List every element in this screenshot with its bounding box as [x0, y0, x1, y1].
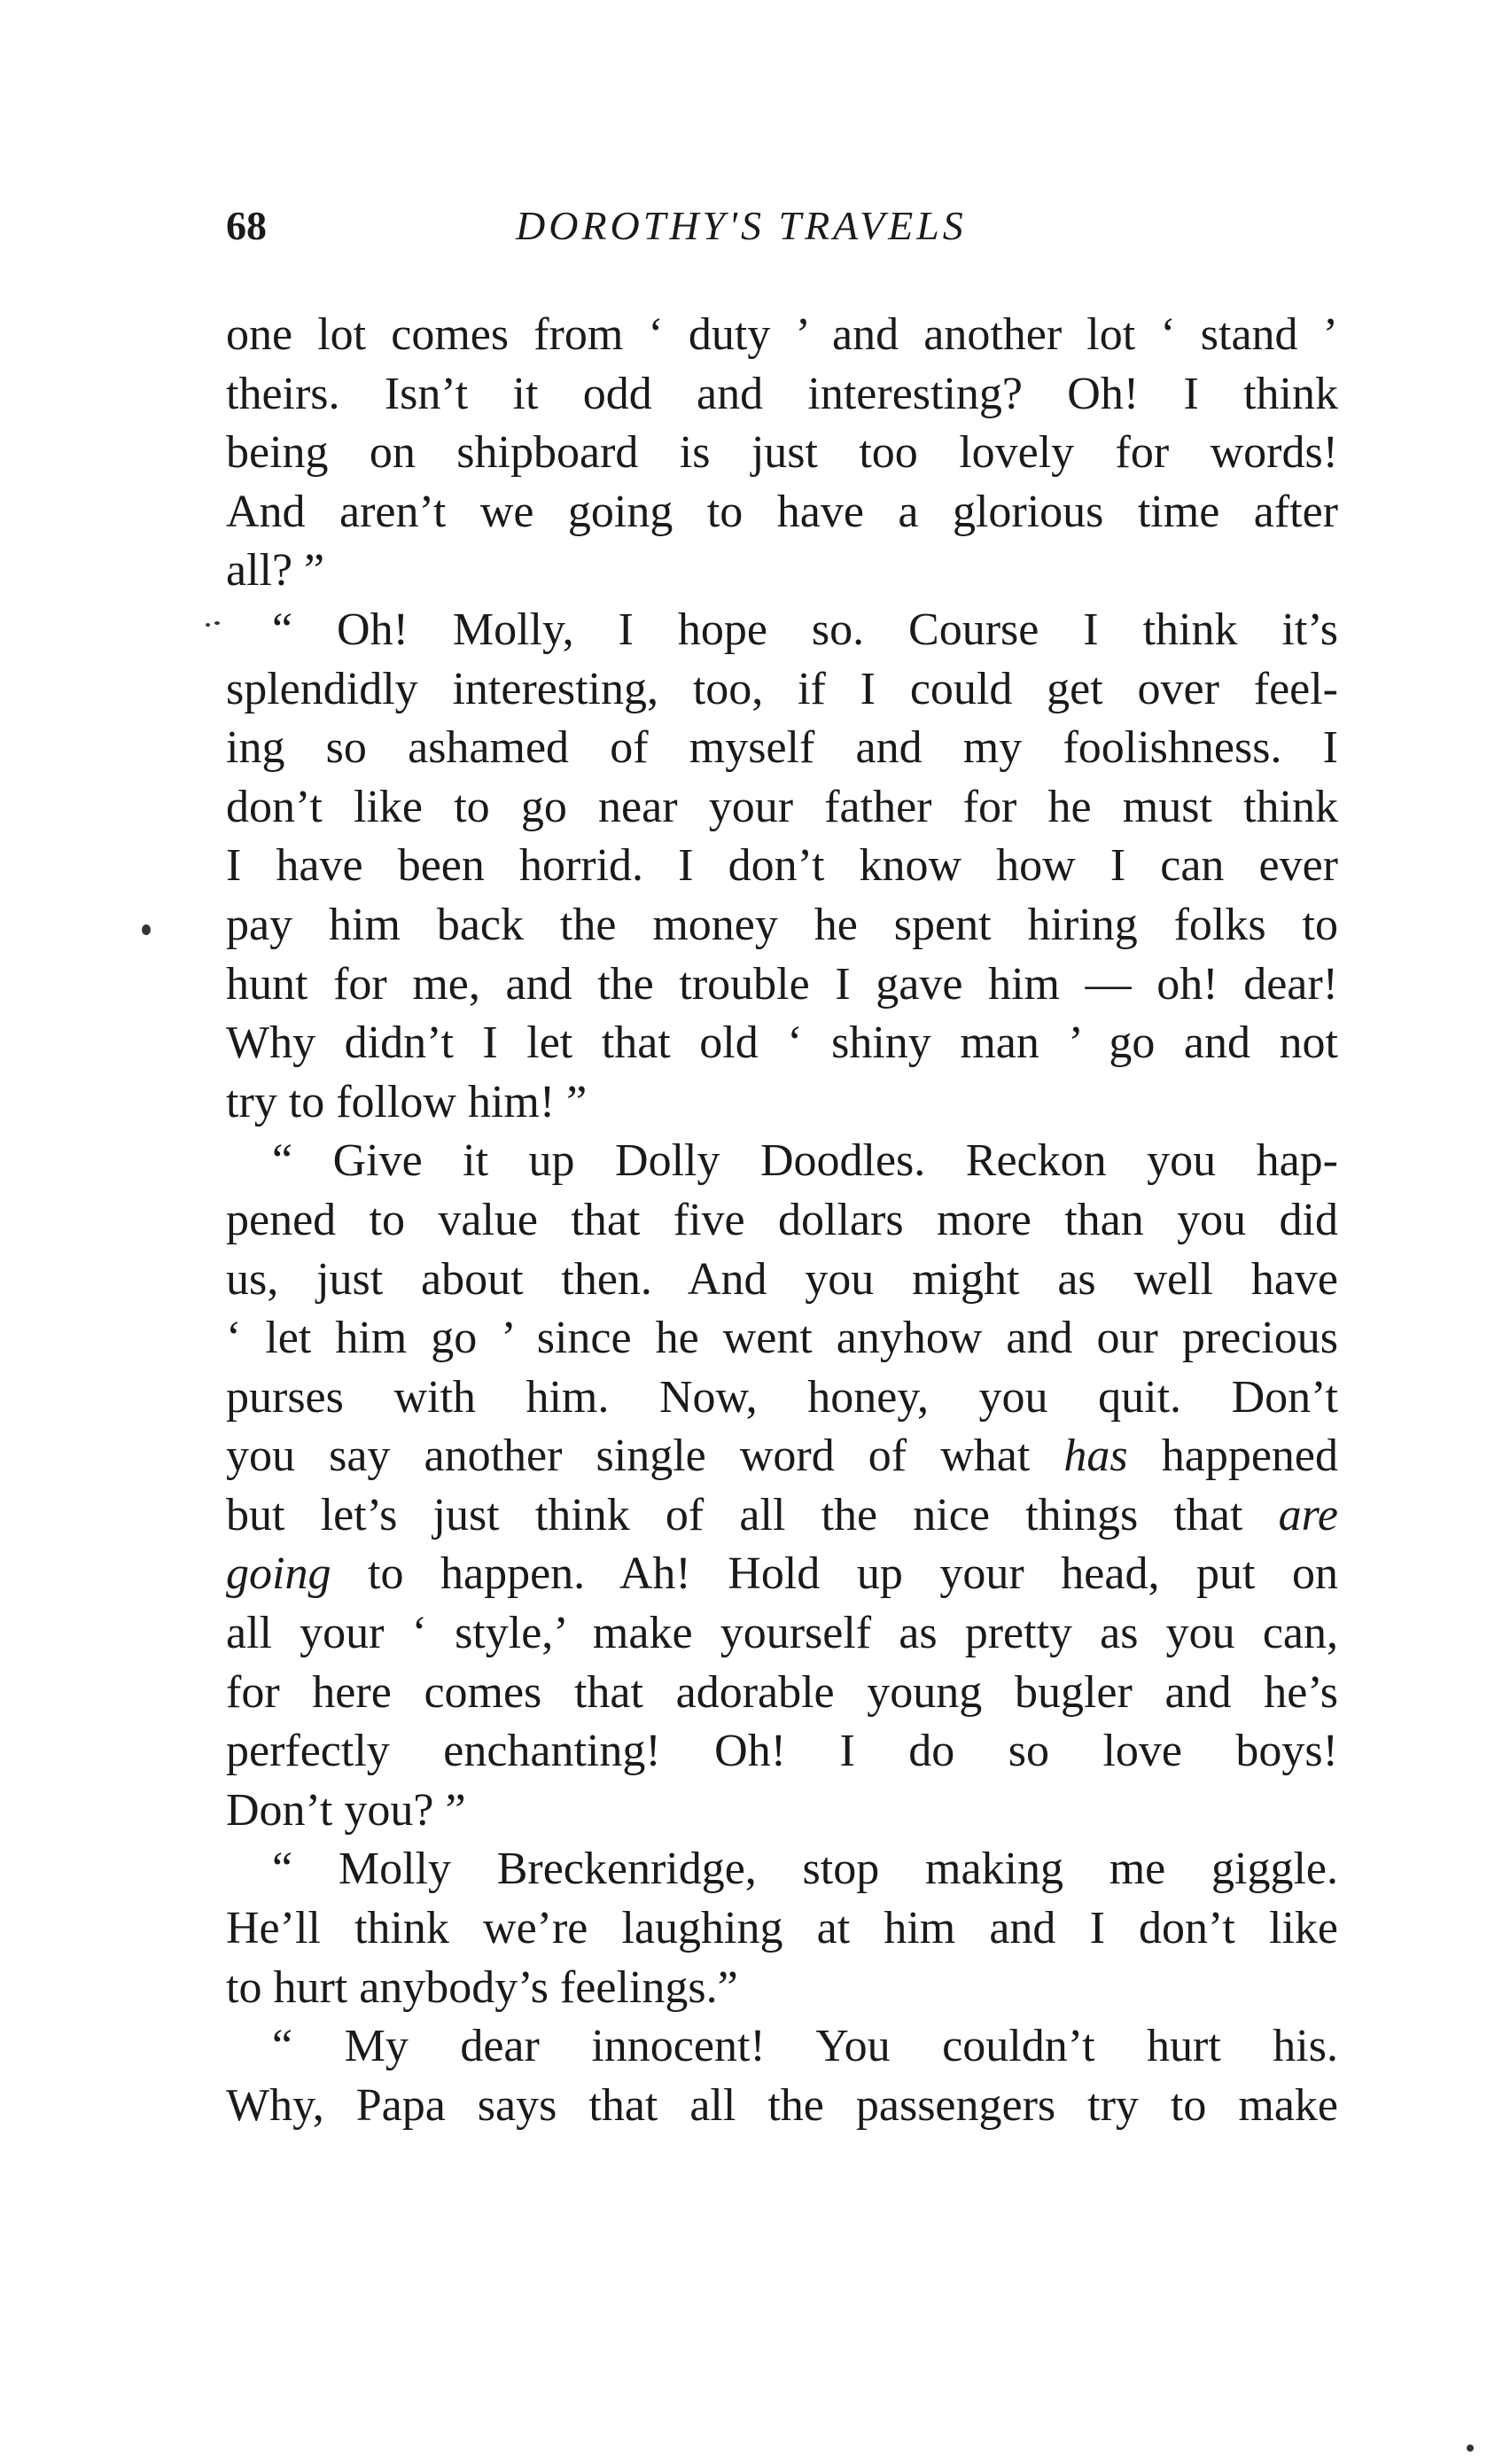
text-line: going to happen. Ah! Hold up your head, put on	[226, 1548, 1338, 1600]
text-line: Don’t you? ”	[226, 1784, 466, 1836]
text-line: I have been horrid. I don’t know how I can ever	[226, 840, 1338, 892]
text-line: perfectly enchanting! Oh! I do so love boys!	[226, 1726, 1338, 1777]
text-line: Why, Papa says that all the passengers try to make	[226, 2079, 1338, 2131]
text-line: ‘ let him go ’ since he went anyhow and our precious	[226, 1313, 1338, 1364]
text-line: He’ll think we’re laughing at him and I don’t like	[226, 1903, 1338, 1954]
scan-speck	[206, 623, 210, 627]
text-line: for here comes that adorable young bugler and he’s	[226, 1666, 1338, 1718]
text-line: theirs. Isn’t it odd and interesting? Oh! I think	[226, 368, 1338, 419]
scan-speck	[142, 924, 151, 935]
text-line: “ Molly Breckenridge, stop making me giggle.	[272, 1844, 1338, 1895]
text-line: ing so ashamed of myself and my foolishness. I	[226, 722, 1338, 774]
text-line: “ Give it up Dolly Doodles. Reckon you hap-	[272, 1135, 1338, 1187]
text-line: “ Oh! Molly, I hope so. Course I think it’s	[272, 604, 1338, 655]
text-line: all your ‘ style,’ make yourself as pretty as you can,	[226, 1608, 1338, 1659]
text-line: to hurt anybody’s feelings.”	[226, 1961, 738, 2013]
scan-speck	[214, 621, 220, 625]
text-line: being on shipboard is just too lovely for words!	[226, 427, 1338, 479]
text-line: And aren’t we going to have a glorious time after	[226, 486, 1338, 537]
scan-speck	[1467, 2445, 1474, 2452]
text-line: “ My dear innocent! You couldn’t hurt his.	[272, 2021, 1338, 2072]
text-line: one lot comes from ‘ duty ’ and another lot ‘ stand ’	[226, 309, 1338, 360]
running-head: DOROTHY'S TRAVELS	[516, 203, 967, 248]
text-line: hunt for me, and the trouble I gave him — oh! dear!	[226, 958, 1338, 1010]
text-line: splendidly interesting, too, if I could get over feel-	[226, 663, 1338, 714]
text-line: don’t like to go near your father for he must think	[226, 781, 1338, 832]
text-line: us, just about then. And you might as well have	[226, 1253, 1338, 1305]
text-line: try to follow him! ”	[226, 1076, 588, 1127]
text-line: pened to value that five dollars more than you did	[226, 1194, 1338, 1245]
text-line: all? ”	[226, 545, 325, 597]
text-line: you say another single word of what has happened	[226, 1431, 1338, 1482]
page-header	[226, 202, 1338, 255]
body-text	[226, 306, 1338, 2135]
text-line: but let’s just think of all the nice things that are	[226, 1489, 1338, 1540]
text-line: pay him back the money he spent hiring folks to	[226, 899, 1338, 950]
page-number: 68	[226, 203, 267, 248]
text-line: purses with him. Now, honey, you quit. Don’t	[226, 1371, 1338, 1423]
text-line: Why didn’t I let that old ‘ shiny man ’ go and not	[226, 1018, 1338, 1069]
